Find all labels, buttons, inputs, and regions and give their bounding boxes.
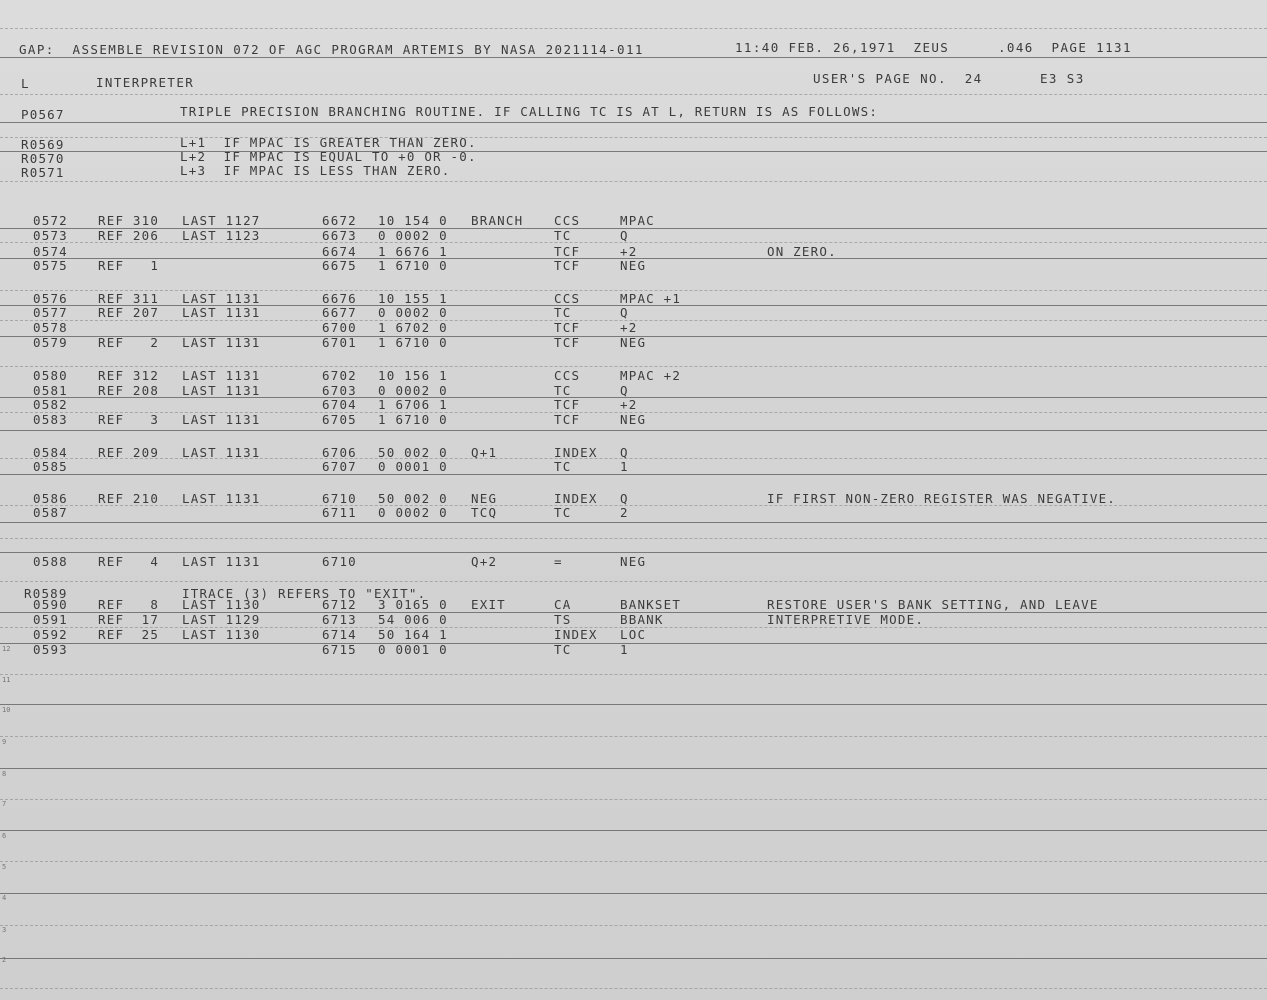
rule <box>0 768 1267 769</box>
row-addr: 6676 <box>322 291 357 306</box>
row-addr: 6673 <box>322 228 357 243</box>
row-comment: ON ZERO. <box>767 244 837 259</box>
row-op: TCF <box>554 320 581 335</box>
row-last: LAST 1131 <box>182 335 261 350</box>
row-ref: REF 17 <box>98 612 160 627</box>
row-label: Q+2 <box>471 554 498 569</box>
row-op: TC <box>554 383 572 398</box>
row-code: 0 0002 0 <box>378 383 448 398</box>
rule <box>0 736 1267 737</box>
row-addr: 6710 <box>322 491 357 506</box>
listing-title: GAP: ASSEMBLE REVISION 072 OF AGC PROGRAM ARTEMIS BY NASA 2021114-011 <box>19 42 644 57</box>
row-line: 0573 <box>33 228 68 243</box>
row-op: TS <box>554 612 572 627</box>
row-line: 0582 <box>33 397 68 412</box>
rule <box>0 366 1267 367</box>
row-op: INDEX <box>554 445 598 460</box>
row-code: 3 0165 0 <box>378 597 448 612</box>
row-addr: 6711 <box>322 505 357 520</box>
row-line: 0575 <box>33 258 68 273</box>
bank-code: E3 S3 <box>1040 71 1085 86</box>
margin-mark: 9 <box>2 738 7 746</box>
rule <box>0 552 1267 553</box>
rule <box>0 674 1267 675</box>
row-comment: RESTORE USER'S BANK SETTING, AND LEAVE <box>767 597 1099 612</box>
row-ref: REF 210 <box>98 491 160 506</box>
row-addr: 6674 <box>322 244 357 259</box>
row-last: LAST 1123 <box>182 228 261 243</box>
row-addr: 6714 <box>322 627 357 642</box>
row-line: 0583 <box>33 412 68 427</box>
row-ref: REF 207 <box>98 305 160 320</box>
row-operand: MPAC +2 <box>620 368 682 383</box>
margin-mark: 7 <box>2 800 7 808</box>
row-comment: INTERPRETIVE MODE. <box>767 612 925 627</box>
row-ref: REF 25 <box>98 627 160 642</box>
row-code: 1 6710 0 <box>378 412 448 427</box>
row-line: 0581 <box>33 383 68 398</box>
row-line: 0593 <box>33 642 68 657</box>
comment-line-number: P0567 <box>21 107 65 122</box>
rule <box>0 958 1267 959</box>
comment-text: L+2 IF MPAC IS EQUAL TO +0 OR -0. <box>180 149 477 164</box>
row-operand: NEG <box>620 412 647 427</box>
row-operand: 2 <box>620 505 629 520</box>
row-last: LAST 1130 <box>182 597 261 612</box>
row-op: CCS <box>554 368 581 383</box>
listing-timestamp: 11:40 FEB. 26,1971 ZEUS <box>735 40 950 55</box>
row-code: 0 0002 0 <box>378 305 448 320</box>
row-line: 0591 <box>33 612 68 627</box>
row-label: TCQ <box>471 505 498 520</box>
margin-mark: 3 <box>2 926 7 934</box>
row-line: 0590 <box>33 597 68 612</box>
row-last: LAST 1129 <box>182 612 261 627</box>
margin-mark: 6 <box>2 832 7 840</box>
row-comment: IF FIRST NON-ZERO REGISTER WAS NEGATIVE. <box>767 491 1117 506</box>
section-name: INTERPRETER <box>96 75 195 90</box>
row-code: 0 0001 0 <box>378 459 448 474</box>
row-operand: NEG <box>620 554 647 569</box>
page-reference: .046 PAGE 1131 <box>998 40 1132 55</box>
row-code: 0 0002 0 <box>378 228 448 243</box>
row-addr: 6701 <box>322 335 357 350</box>
row-op: INDEX <box>554 627 598 642</box>
comment-text: L+1 IF MPAC IS GREATER THAN ZERO. <box>180 135 477 150</box>
row-ref: REF 310 <box>98 213 160 228</box>
row-code: 10 154 0 <box>378 213 448 228</box>
row-label: NEG <box>471 491 498 506</box>
rule <box>0 430 1267 431</box>
comment-text: L+3 IF MPAC IS LESS THAN ZERO. <box>180 163 451 178</box>
rule <box>0 861 1267 862</box>
row-code: 50 002 0 <box>378 491 448 506</box>
row-last: LAST 1131 <box>182 383 261 398</box>
row-line: 0572 <box>33 213 68 228</box>
row-code: 0 0002 0 <box>378 505 448 520</box>
row-operand: BBANK <box>620 612 664 627</box>
row-operand: 1 <box>620 459 629 474</box>
row-line: R0589 <box>24 586 68 601</box>
row-op: TC <box>554 505 572 520</box>
row-op: CCS <box>554 213 581 228</box>
row-addr: 6677 <box>322 305 357 320</box>
row-ref: REF 209 <box>98 445 160 460</box>
row-last: LAST 1131 <box>182 554 261 569</box>
rule <box>0 181 1267 182</box>
row-ref: REF 206 <box>98 228 160 243</box>
row-operand: +2 <box>620 320 638 335</box>
row-op: TCF <box>554 397 581 412</box>
row-line: 0585 <box>33 459 68 474</box>
row-line: 0576 <box>33 291 68 306</box>
row-line: 0587 <box>33 505 68 520</box>
comment-text: TRIPLE PRECISION BRANCHING ROUTINE. IF CALLING TC IS AT L, RETURN IS AS FOLLOWS: <box>180 104 879 119</box>
row-addr: 6706 <box>322 445 357 460</box>
users-page-number: USER'S PAGE NO. 24 <box>813 71 983 86</box>
row-code: 0 0001 0 <box>378 642 448 657</box>
row-addr: 6700 <box>322 320 357 335</box>
row-addr: 6715 <box>322 642 357 657</box>
rule <box>0 643 1267 644</box>
row-op: TCF <box>554 244 581 259</box>
rule <box>0 522 1267 523</box>
comment-line-number: R0570 <box>21 151 65 166</box>
row-line: 0586 <box>33 491 68 506</box>
row-ref: REF 2 <box>98 335 160 350</box>
row-addr: 6705 <box>322 412 357 427</box>
margin-mark: 4 <box>2 894 7 902</box>
row-label: BRANCH <box>471 213 524 228</box>
row-addr: 6675 <box>322 258 357 273</box>
rule <box>0 893 1267 894</box>
row-operand: NEG <box>620 258 647 273</box>
row-operand: +2 <box>620 244 638 259</box>
row-ref: REF 1 <box>98 258 160 273</box>
row-code: 54 006 0 <box>378 612 448 627</box>
margin-mark: 5 <box>2 863 7 871</box>
row-op: CCS <box>554 291 581 306</box>
row-op: TC <box>554 459 572 474</box>
row-code: 1 6676 1 <box>378 244 448 259</box>
row-addr: 6672 <box>322 213 357 228</box>
row-ref: REF 8 <box>98 597 160 612</box>
row-addr: 6702 <box>322 368 357 383</box>
rule <box>0 830 1267 831</box>
row-operand: MPAC +1 <box>620 291 682 306</box>
section-code: L <box>21 76 30 91</box>
margin-mark: 8 <box>2 770 7 778</box>
margin-mark: 2 <box>2 956 7 964</box>
row-operand: Q <box>620 445 629 460</box>
row-addr: 6704 <box>322 397 357 412</box>
row-operand: MPAC <box>620 213 655 228</box>
row-code: 10 155 1 <box>378 291 448 306</box>
rule <box>0 122 1267 123</box>
row-op: TC <box>554 228 572 243</box>
row-line: 0592 <box>33 627 68 642</box>
row-last: LAST 1131 <box>182 305 261 320</box>
rule <box>0 704 1267 705</box>
row-line: 0574 <box>33 244 68 259</box>
row-op: INDEX <box>554 491 598 506</box>
row-line: 0588 <box>33 554 68 569</box>
margin-mark: 10 <box>2 706 11 714</box>
row-op: TCF <box>554 258 581 273</box>
row-op: TCF <box>554 335 581 350</box>
rule <box>0 57 1267 58</box>
row-operand: Q <box>620 383 629 398</box>
rule <box>0 799 1267 800</box>
comment-line-number: R0569 <box>21 137 65 152</box>
row-last: LAST 1131 <box>182 368 261 383</box>
row-code: 1 6710 0 <box>378 258 448 273</box>
row-last: LAST 1130 <box>182 627 261 642</box>
row-operand: Q <box>620 491 629 506</box>
row-addr: 6713 <box>322 612 357 627</box>
row-line: 0584 <box>33 445 68 460</box>
row-op: CA <box>554 597 572 612</box>
row-ref: REF 208 <box>98 383 160 398</box>
row-code: 1 6706 1 <box>378 397 448 412</box>
rule <box>0 988 1267 989</box>
row-code: 1 6702 0 <box>378 320 448 335</box>
row-ref: REF 3 <box>98 412 160 427</box>
row-op: TC <box>554 305 572 320</box>
row-last: LAST 1131 <box>182 445 261 460</box>
row-operand: 1 <box>620 642 629 657</box>
row-code: 1 6710 0 <box>378 335 448 350</box>
row-label: EXIT <box>471 597 506 612</box>
row-addr: 6703 <box>322 383 357 398</box>
row-operand: Q <box>620 228 629 243</box>
row-ref: REF 312 <box>98 368 160 383</box>
rule <box>0 94 1267 95</box>
row-last: LAST 1131 <box>182 291 261 306</box>
row-operand: BANKSET <box>620 597 682 612</box>
row-code: 50 164 1 <box>378 627 448 642</box>
row-addr: 6707 <box>322 459 357 474</box>
row-last: LAST 1131 <box>182 491 261 506</box>
rule <box>0 538 1267 539</box>
rule <box>0 925 1267 926</box>
rule <box>0 474 1267 475</box>
comment-line-number: R0571 <box>21 165 65 180</box>
row-last: LAST 1127 <box>182 213 261 228</box>
margin-mark: 12 <box>2 645 11 653</box>
row-op: TCF <box>554 412 581 427</box>
row-addr: 6710 <box>322 554 357 569</box>
row-operand: +2 <box>620 397 638 412</box>
row-line: 0580 <box>33 368 68 383</box>
rule <box>0 581 1267 582</box>
row-operand: NEG <box>620 335 647 350</box>
margin-mark: 11 <box>2 676 11 684</box>
row-op: = <box>554 554 563 569</box>
row-last: LAST 1131 <box>182 412 261 427</box>
row-ref: REF 311 <box>98 291 160 306</box>
row-last: ITRACE (3) REFERS TO "EXIT". <box>182 586 427 601</box>
row-line: 0579 <box>33 335 68 350</box>
row-line: 0577 <box>33 305 68 320</box>
rule <box>0 28 1267 29</box>
row-code: 50 002 0 <box>378 445 448 460</box>
row-operand: LOC <box>620 627 647 642</box>
row-label: Q+1 <box>471 445 498 460</box>
row-line: 0578 <box>33 320 68 335</box>
row-ref: REF 4 <box>98 554 160 569</box>
row-op: TC <box>554 642 572 657</box>
row-operand: Q <box>620 305 629 320</box>
row-addr: 6712 <box>322 597 357 612</box>
row-code: 10 156 1 <box>378 368 448 383</box>
